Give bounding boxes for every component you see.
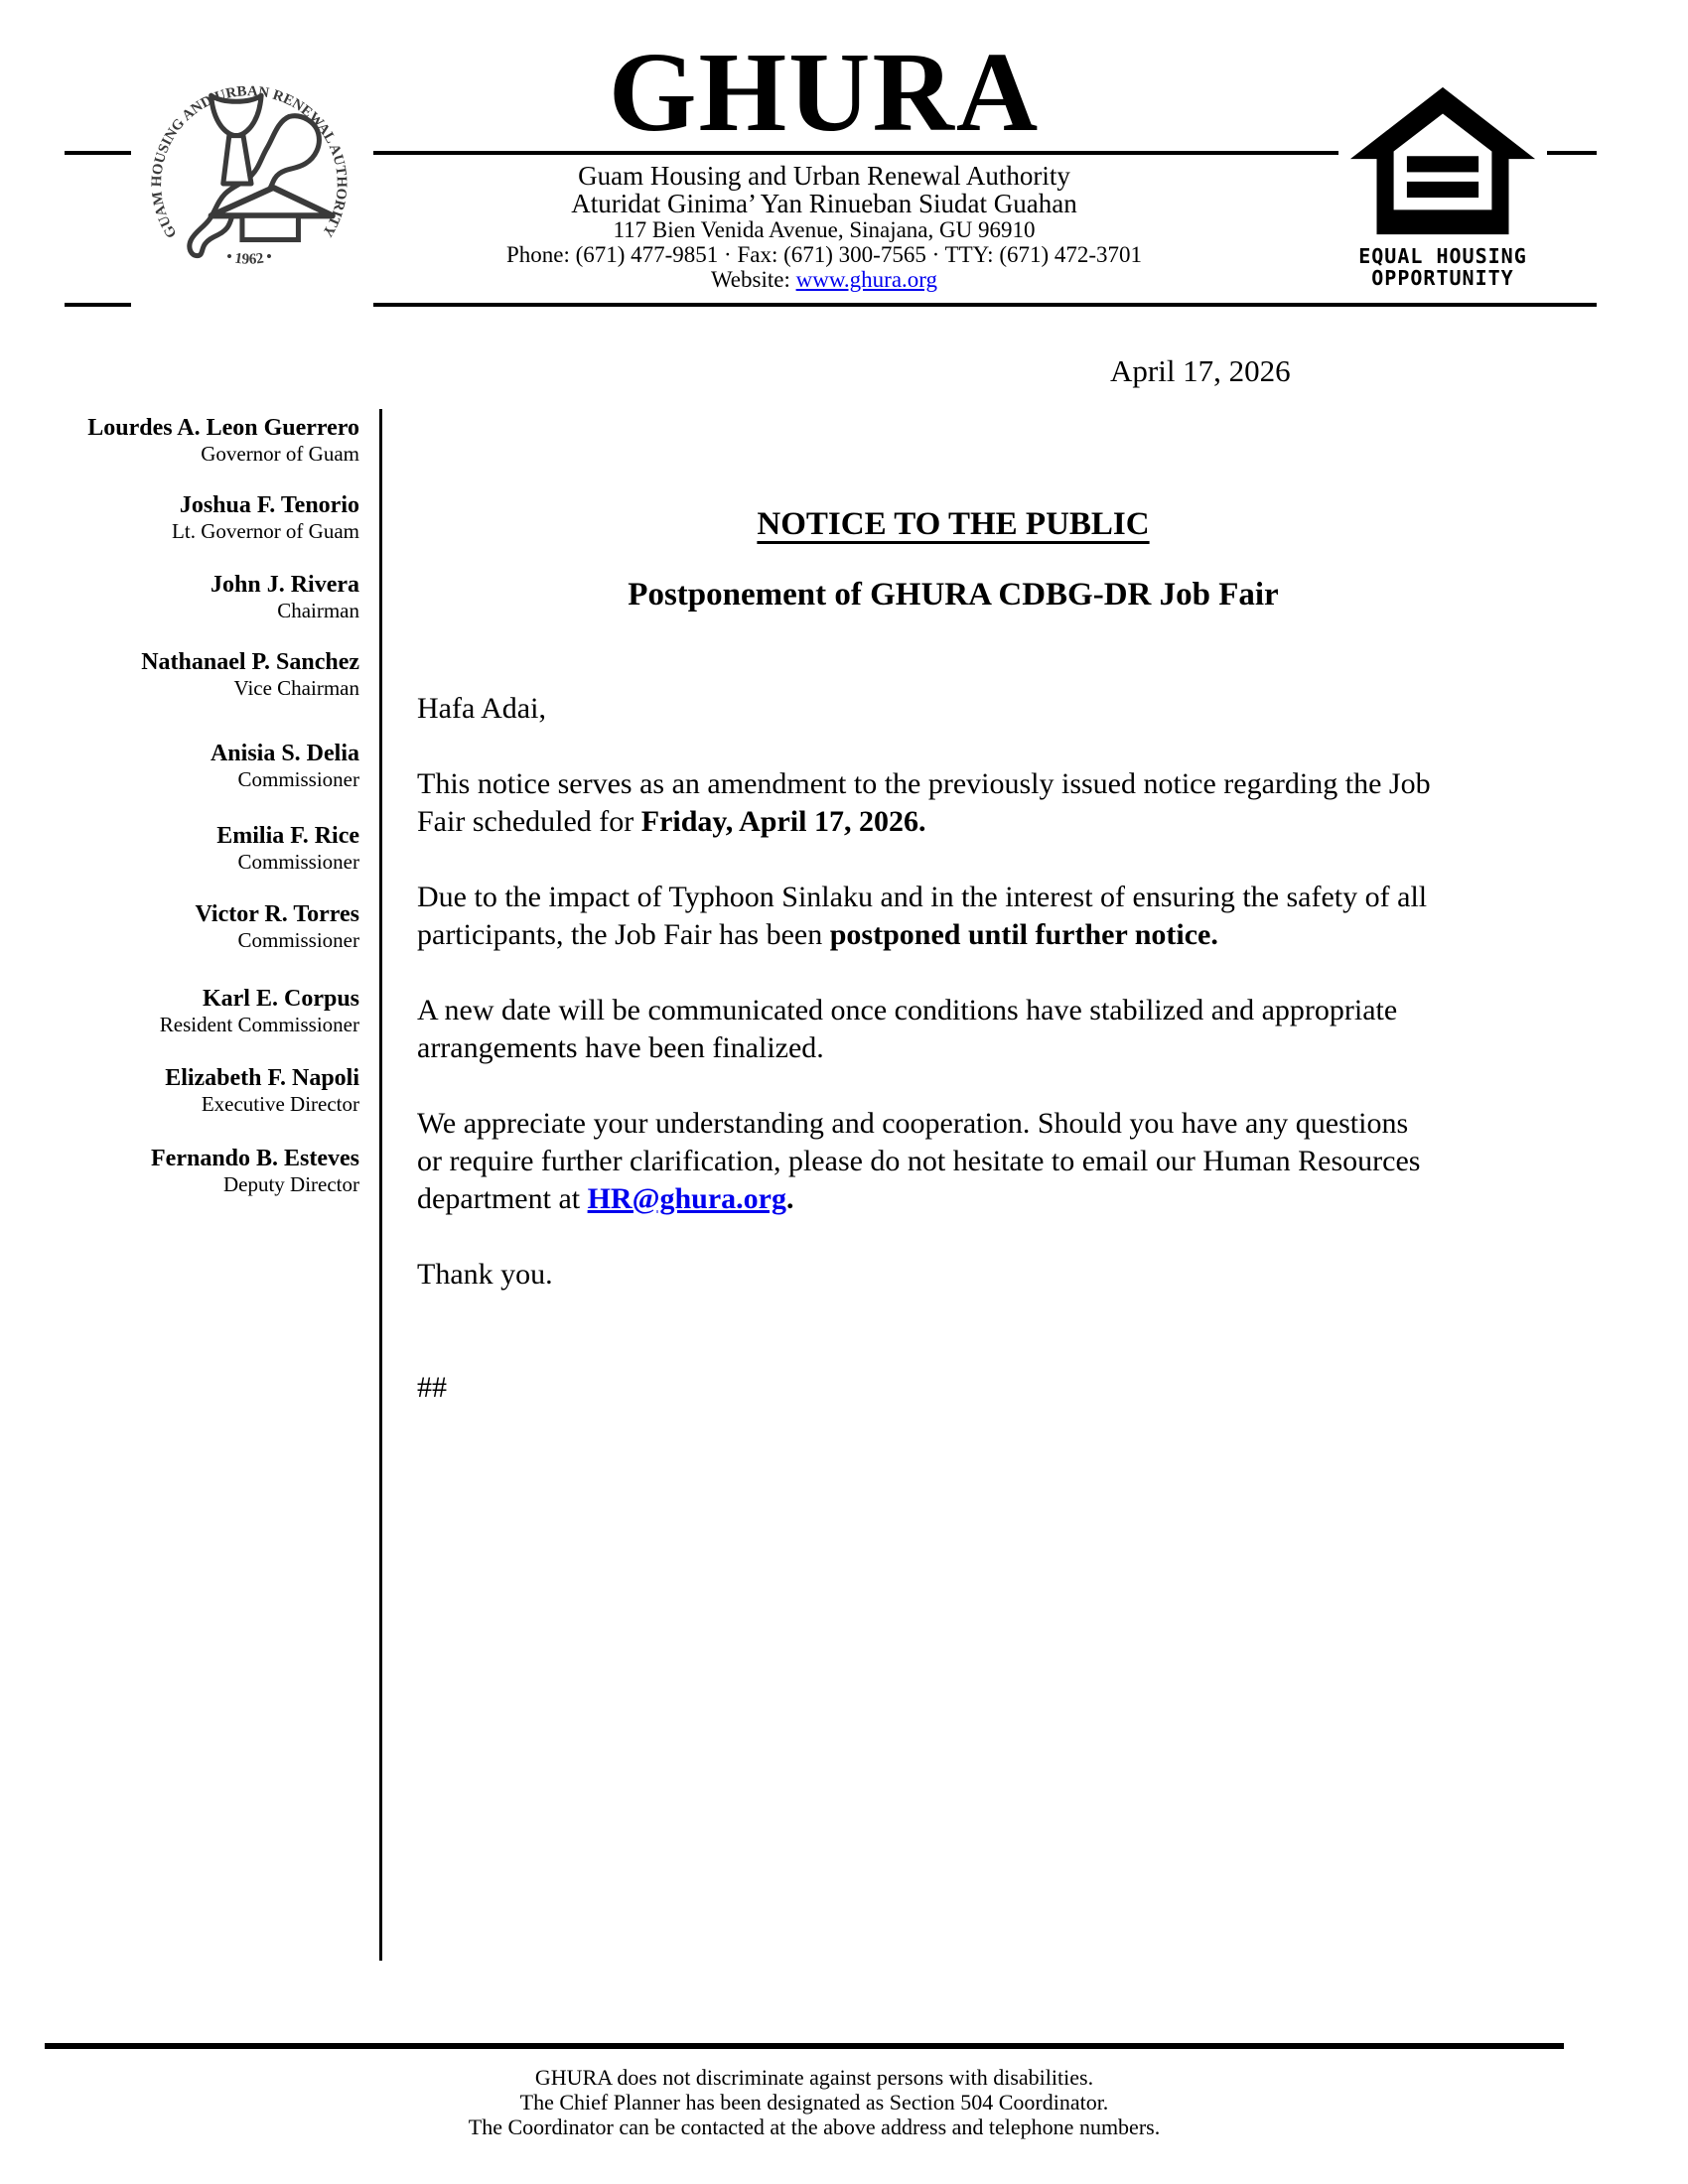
eho-house-icon (1348, 85, 1537, 236)
paragraph-line: We appreciate your understanding and cooperation. Should you have any questions (417, 1107, 1409, 1140)
official-entry (0, 823, 359, 874)
org-phone-line: Phone: (671) 477-9851 · Fax: (671) 300-7565 · TTY: (671) 472-3701 (505, 242, 1143, 267)
official-name: Lourdes A. Leon Guerrero (87, 415, 359, 441)
paragraph-line: arrangements have been finalized. (417, 1031, 824, 1064)
paragraph-line (417, 803, 1539, 841)
paragraph-postponement (417, 879, 1539, 954)
letterhead (397, 29, 1251, 292)
official-entry (0, 986, 359, 1036)
closing-text: Thank you. (417, 1258, 553, 1291)
equal-housing-logo (1338, 85, 1547, 301)
official-name: Fernando B. Esteves (151, 1146, 359, 1171)
official-entry (0, 1065, 359, 1116)
official-entry (0, 741, 359, 791)
website-label: Website: (710, 267, 796, 292)
official-name: Victor R. Torres (195, 901, 359, 927)
footer-line-3: The Coordinator can be contacted at the above address and telephone numbers. (468, 2115, 1161, 2139)
paragraph-line: This notice serves as an amendment to the previously issued notice regarding the Job (417, 767, 1431, 800)
official-role: Chairman (277, 599, 359, 622)
seal-year-text: • 1962 • (224, 248, 274, 268)
official-entry (0, 572, 359, 622)
closing (417, 1256, 1539, 1294)
org-address: 117 Bien Venida Avenue, Sinajana, GU 96910 (613, 217, 1036, 242)
officials-sidebar (0, 0, 359, 1291)
paragraph-text: Fair scheduled for (417, 805, 641, 838)
org-name-chamorro: Aturidat Ginima’ Yan Rinueban Siudat Guahan (571, 189, 1077, 218)
salutation (417, 690, 1539, 728)
official-name: Joshua F. Tenorio (179, 492, 359, 518)
paragraph-text: participants, the Job Fair has been (417, 918, 830, 951)
official-role: Lt. Governor of Guam (172, 519, 359, 543)
org-website-line (397, 267, 1251, 292)
official-name: John J. Rivera (211, 572, 359, 598)
official-role: Resident Commissioner (159, 1013, 359, 1036)
paragraph-new-date (417, 992, 1539, 1067)
official-name: Emilia F. Rice (216, 823, 359, 849)
end-mark-text: ## (417, 1371, 447, 1404)
official-entry (0, 901, 359, 952)
official-role: Commissioner (237, 767, 359, 791)
paragraph-line (417, 1180, 1539, 1218)
official-role: Executive Director (201, 1092, 359, 1116)
eho-caption-line1: EQUAL HOUSING (1358, 244, 1527, 268)
official-role: Commissioner (237, 850, 359, 874)
official-name: Elizabeth F. Napoli (165, 1065, 359, 1091)
footer (60, 2065, 1569, 2139)
paragraph-contact (417, 1105, 1539, 1218)
paragraph-amendment (417, 765, 1539, 841)
hr-email-link[interactable]: HR@ghura.org (587, 1182, 786, 1215)
notice-subtitle: Postponement of GHURA CDBG-DR Job Fair (628, 577, 1279, 613)
job-fair-date-bold: Friday, April 17, 2026. (640, 805, 926, 838)
official-role: Deputy Director (222, 1172, 359, 1196)
paragraph-text: department at (417, 1182, 588, 1215)
postponed-notice-bold: postponed until further notice. (829, 918, 1218, 951)
end-mark (417, 1369, 1539, 1407)
seal-ring-text: GUAM HOUSING AND URBAN RENEWAL AUTHORITY (149, 83, 350, 241)
official-entry (0, 415, 359, 466)
paragraph-text: . (786, 1182, 794, 1215)
official-name: Nathanael P. Sanchez (141, 649, 359, 675)
official-name: Anisia S. Delia (210, 741, 359, 766)
sidebar-divider (379, 409, 382, 1961)
official-role: Vice Chairman (233, 676, 359, 700)
org-acronym: GHURA (608, 29, 1041, 155)
eho-caption-line2: OPPORTUNITY (1371, 266, 1514, 290)
official-entry (0, 492, 359, 543)
footer-rule (45, 2043, 1564, 2049)
org-name-english: Guam Housing and Urban Renewal Authority (578, 161, 1070, 191)
footer-line-1: GHURA does not discriminate against persons with disabilities. (534, 2065, 1094, 2090)
paragraph-line: Due to the impact of Typhoon Sinlaku and in the interest of ensuring the safety of all (417, 881, 1428, 913)
notice-title: NOTICE TO THE PUBLIC (757, 506, 1150, 542)
paragraph-line (417, 916, 1539, 954)
website-link[interactable]: www.ghura.org (795, 267, 938, 292)
letter-body (417, 690, 1539, 1444)
official-role: Commissioner (237, 928, 359, 952)
official-role: Governor of Guam (201, 442, 359, 466)
official-name: Karl E. Corpus (202, 986, 359, 1012)
footer-line-2: The Chief Planner has been designated as Section 504 Coordinator. (519, 2090, 1109, 2115)
paragraph-line: or require further clarification, please do not hesitate to email our Human Resources (417, 1145, 1421, 1177)
official-entry (0, 1146, 359, 1196)
letter-date: April 17, 2026 (1110, 353, 1291, 388)
salutation-text: Hafa Adai, (417, 692, 546, 725)
official-entry (0, 649, 359, 700)
paragraph-line: A new date will be communicated once conditions have stabilized and appropriate (417, 994, 1398, 1026)
